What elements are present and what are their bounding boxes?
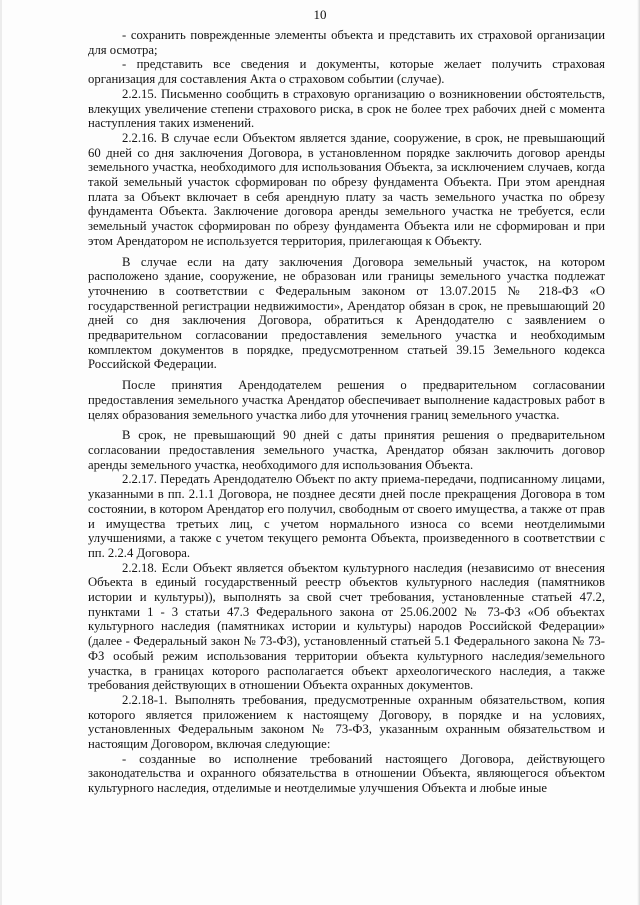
document-body [88, 28, 605, 796]
paragraph-2-2-18-1: 2.2.18-1. Выполнять требования, предусмотренные охранным обязательством, копия которого является приложением к настоящему Договору, в порядке и на условиях, установленных Федеральным законом № 73-ФЗ, указанным охранным обязательством и настоящим Договором, включая следующие: [88, 692, 605, 752]
paragraph-preserve-damaged-elements: - сохранить поврежденные элементы объекта и представить их страховой организации для осмотра; [88, 28, 605, 57]
paragraph-2-2-18: 2.2.18. Если Объект является объектом культурного наследия (независимо от внесения Объекта в единый государственный реестр объектов культурного наследия (памятников истории и культуры)), выполнять за свой счет требования, установленные статьей 47.2, пунктами 1 - 3 статьи 47.3 Федерального закона от 25.06.2002 № 73-ФЗ «Об объектах культурного наследия (памятниках истории и культуры) народов Российской Федерации» (далее - Федеральный закон № 73-ФЗ), установленный статьей 5.1 Федерального закона № 73-ФЗ особый режим использования территории объекта культурного наследия/земельного участка, в границах которого располагается объект археологического наследия, а также требования действующих в отношении Объекта охранных документов. [88, 560, 605, 693]
paragraph-2-2-15: 2.2.15. Письменно сообщить в страховую организацию о возникновении обстоятельств, влекущих увеличение степени страхового риска, в срок не более трех рабочих дней с момента наступления таких изменений. [88, 86, 605, 131]
paragraph-2-2-16: 2.2.16. В случае если Объектом является здание, сооружение, в срок, не превышающий 60 дней со дня заключения Договора, в установленном порядке заключить договор аренды земельного участка, необходимого для использования Объекта, за исключением случаев, когда такой земельный участок сформирован по обрезу фундамента Объекта. При этом арендная плата за Объект включает в себя арендную плату за часть земельного участка по обрезу фундамента Объекта. Заключение договора аренды земельного участка не требуется, если земельный участок сформирован по обрезу фундамента Объекта или не сформирован и при этом Арендатором не используется территория, прилегающая к Объекту. [88, 130, 605, 248]
paragraph-provide-documents: - представить все сведения и документы, которые желает получить страховая организация для составления Акта о страховом событии (случае). [88, 57, 605, 87]
page-number: 10 [313, 7, 327, 22]
paragraph-after-approval: После принятия Арендодателем решения о предварительном согласовании предоставления земельного участка Арендатор обеспечивает выполнение кадастровых работ в целях образования земельного участка либо для уточнения границ земельного участка. [88, 378, 605, 422]
paragraph-2-2-17: 2.2.17. Передать Арендодателю Объект по акту приема-передачи, подписанному лицами, указанными в пп. 2.1.1 Договора, не позднее десяти дней после прекращения Договора в том состоянии, в котором Арендатор его получил, свободным от своего имущества, а также от прав и имущества третьих лиц, с учетом нормального износа со всеми неотделимыми улучшениями, а также с учетом текущего ремонта Объекта, произведенного в соответствии с пп. 2.2.4 Договора. [88, 472, 605, 560]
paragraph-land-plot-not-formed: В случае если на дату заключения Договора земельный участок, на котором расположено здание, сооружение, не образован или границы земельного участка подлежат уточнению в соответствии с Федеральным законом от 13.07.2015 № 218-ФЗ «О государственной регистрации недвижимости», Арендатор обязан в срок, не превышающий 20 дней со дня заключения Договора, обратиться к Арендодателю с заявлением о предварительном согласовании предоставления земельного участка и необходимым комплектом документов в порядке, предусмотренном статьей 39.15 Земельного кодекса Российской Федерации. [88, 254, 605, 372]
paragraph-90-days: В срок, не превышающий 90 дней с даты принятия решения о предварительном согласовании предоставления земельного участка, Арендатор обязан заключить договор аренды земельного участка, необходимого для использования Объекта. [88, 428, 605, 472]
scan-edge-left [0, 0, 2, 905]
paragraph-created-improvements: - созданные во исполнение требований настоящего Договора, действующего законодательства и охранного обязательства в отношении Объекта, являющегося объектом культурного наследия, отделимые и неотделимые улучшения Объекта и любые иные [88, 751, 605, 796]
